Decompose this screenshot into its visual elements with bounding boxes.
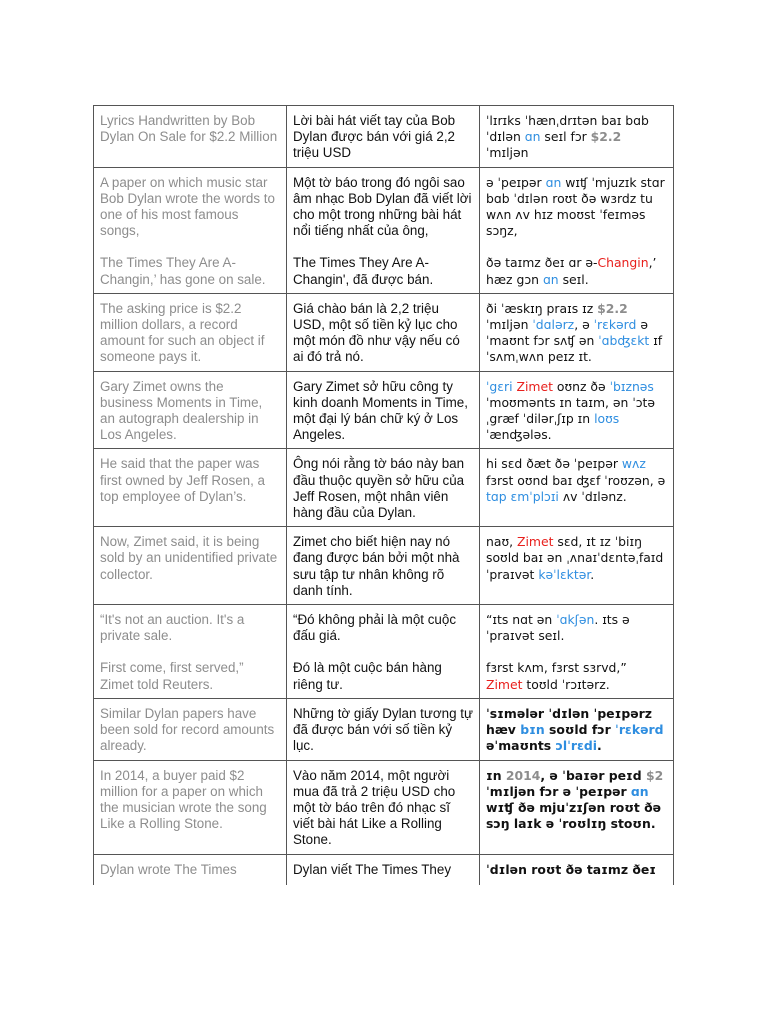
ipa-segment: , ə <box>574 317 594 333</box>
vietnamese-text: Lời bài hát viết tay của Bob Dylan được bán với giá 2,2 triệu USD <box>293 113 456 161</box>
ipa-segment: bɪn <box>520 722 545 738</box>
ipa-segment: , ə ˈbaɪər peɪd <box>540 767 646 783</box>
ipa-segment: ɑn <box>524 129 541 145</box>
vietnamese-text: Những tờ giấy Dylan tương tự đã được bán với số tiền kỷ lục. <box>293 705 473 754</box>
english-text: Dylan wrote The Times <box>100 861 237 877</box>
english-text: The asking price is $2.2 million dollars, a record amount for such an object if someone pays it. <box>100 300 265 365</box>
ipa-segment: ˈbɪznəs <box>609 378 654 394</box>
vietnamese-text: Ông nói rằng tờ báo này ban đầu thuộc quyền sở hữu của Jeff Rosen, một nhân viên hàng đầu của Dylan. <box>293 456 465 521</box>
ipa-cell <box>480 449 674 527</box>
vietnamese-cell <box>287 854 480 885</box>
table-row <box>94 698 674 760</box>
ipa-segment: Zimet <box>516 534 554 550</box>
vietnamese-text: Giá chào bán là 2,2 triệu USD, một số tiền kỷ lục cho một món đồ như vậy nếu có ai đó trả nó. <box>293 300 460 365</box>
vietnamese-text: Dylan viết The Times They <box>293 861 452 877</box>
ipa-segment: ˈrɛkərd <box>593 317 637 333</box>
vietnamese-cell <box>287 371 480 449</box>
english-cell <box>94 167 287 293</box>
ipa-text <box>486 612 667 644</box>
ipa-cell <box>480 293 674 371</box>
ipa-segment: hi sɛd ðæt ðə ˈpeɪpər <box>486 456 622 472</box>
table-row <box>94 527 674 605</box>
ipa-segment: ðə taɪmz ðeɪ ɑr ə- <box>486 255 598 271</box>
ipa-text <box>486 862 667 878</box>
english-cell <box>94 371 287 449</box>
ipa-segment: ʌv ˈdɪlənz. <box>558 488 627 504</box>
ipa-segment: ˈɑbʤɛkt <box>598 333 650 349</box>
ipa-segment: ˈænʤələs. <box>486 427 552 443</box>
ipa-segment: naʊ, <box>486 534 517 550</box>
ipa-segment: Zimet <box>516 378 553 394</box>
vietnamese-text: Gary Zimet sở hữu công ty kinh doanh Moments in Time, một đại lý bán chữ ký ở Los Angeles. <box>293 378 468 443</box>
ipa-segment: sɛd, ɪt ɪz ˈbiɪŋ soʊld baɪ ən ˌʌnaɪˈdɛntəˌfaɪd ˈpraɪvət <box>486 534 664 582</box>
ipa-text <box>486 660 667 692</box>
ipa-segment: ˈdɪlən roʊt ðə taɪmz ðeɪ <box>486 861 657 877</box>
table-row <box>94 371 674 449</box>
ipa-segment: ə ˈpeɪpər <box>486 174 546 190</box>
english-text: Now, Zimet said, it is being sold by an unidentified private collector. <box>100 534 278 582</box>
ipa-segment: ˈɑkʃən <box>556 612 595 628</box>
ipa-segment: ˈsɪmələr ˈdɪlən ˈpeɪpərz hæv <box>486 705 652 738</box>
vietnamese-cell <box>287 527 480 605</box>
ipa-segment: əˈmaʊnts <box>486 738 556 754</box>
ipa-segment: ˈrɛkərd <box>615 722 664 738</box>
ipa-segment: ɪf ˈsʌmˌwʌn peɪz ɪt. <box>486 333 663 365</box>
vietnamese-cell <box>287 293 480 371</box>
table-body <box>94 106 674 885</box>
vietnamese-text: Vào năm 2014, một người mua đã trả 2 triệu USD cho một tờ báo trên đó nhạc sĩ viết bài hát Like a Rolling Stone. <box>293 767 456 848</box>
ipa-cell <box>480 527 674 605</box>
ipa-text <box>486 255 667 287</box>
ipa-segment: oʊnz ðə <box>552 378 610 394</box>
vietnamese-cell <box>287 760 480 854</box>
english-cell <box>94 854 287 885</box>
english-text: A paper on which music star Bob Dylan wrote the words to one of his most famous songs, <box>100 174 275 239</box>
ipa-segment: ɑn <box>630 783 649 799</box>
table-row <box>94 167 674 293</box>
ipa-segment: ˈmɪljən <box>486 317 533 333</box>
english-cell <box>94 293 287 371</box>
ipa-segment: ði ˈæskɪŋ praɪs ɪz <box>486 300 598 316</box>
ipa-segment: wɪʧ ðə mjuˈzɪʃən roʊt ðə sɔŋ laɪk ə ˈroʊlɪŋ stoʊn. <box>486 799 662 832</box>
ipa-text <box>486 301 667 366</box>
ipa-segment: seɪl. <box>558 271 589 287</box>
ipa-cell <box>480 106 674 168</box>
english-text: Lyrics Handwritten by Bob Dylan On Sale for $2.2 Million <box>100 113 278 145</box>
ipa-segment: ˈgɛri <box>486 378 517 394</box>
vietnamese-cell <box>287 167 480 293</box>
ipa-segment: 2014 <box>505 767 541 783</box>
ipa-segment: . <box>597 738 602 754</box>
table-row <box>94 854 674 885</box>
ipa-segment: fɜrst oʊnd baɪ ʤɛf ˈroʊzən, ə <box>486 472 666 488</box>
english-text: First come, first served,” Zimet told Reuters. <box>100 660 244 692</box>
table-row <box>94 760 674 854</box>
ipa-text <box>486 534 667 583</box>
english-cell <box>94 605 287 699</box>
ipa-text <box>486 175 667 240</box>
ipa-cell <box>480 854 674 885</box>
ipa-segment: toʊld ˈrɔɪtərz. <box>522 676 610 692</box>
english-cell <box>94 449 287 527</box>
english-text: “It's not an auction. It's a private sale. <box>100 612 245 644</box>
ipa-segment: ˈlɪrɪks ˈhænˌdrɪtən baɪ bɑb ˈdɪlən <box>486 113 649 145</box>
ipa-segment: wɪʧ ˈmjuzɪk stɑr bɑb ˈdɪlən roʊt ðə wɜrdz tu wʌn ʌv hɪz moʊst ˈfeɪməs sɔŋz, <box>486 174 665 239</box>
english-cell <box>94 760 287 854</box>
ipa-cell <box>480 371 674 449</box>
ipa-segment: ˈdɑlərz <box>532 317 575 333</box>
ipa-segment: . ɪts ə ˈpraɪvət seɪl. <box>486 612 630 644</box>
table-row <box>94 449 674 527</box>
english-text: Gary Zimet owns the business Moments in Time, an autograph dealership in Los Angeles. <box>100 378 263 443</box>
english-text: Similar Dylan papers have been sold for record amounts already. <box>100 705 275 754</box>
vietnamese-text: “Đó không phải là một cuộc đấu giá. <box>293 612 457 644</box>
vietnamese-cell <box>287 106 480 168</box>
ipa-segment: ˈmoʊmənts ɪn taɪm, ən ˈɔtəˌgræf ˈdilərˌʃɪp ɪn <box>486 394 656 427</box>
ipa-segment: wʌz <box>621 456 646 472</box>
ipa-segment: Changin <box>597 255 649 271</box>
ipa-segment: $2.2 <box>590 129 622 145</box>
table-row <box>94 605 674 699</box>
table-row <box>94 106 674 168</box>
vietnamese-cell <box>287 698 480 760</box>
ipa-segment: ɑn <box>545 174 562 190</box>
ipa-text <box>486 768 667 833</box>
ipa-segment: fɜrst kʌm, fɜrst sɜrvd,” <box>486 660 627 676</box>
ipa-segment: ˈmɪljən fɔr ə ˈpeɪpər <box>486 783 631 799</box>
ipa-segment: ɪn <box>486 767 506 783</box>
ipa-segment: ɑn <box>542 271 559 287</box>
english-cell <box>94 106 287 168</box>
ipa-segment: $2.2 <box>597 300 628 316</box>
ipa-segment: ˈmɪljən <box>486 145 529 161</box>
english-text: He said that the paper was first owned by Jeff Rosen, a top employee of Dylan’s. <box>100 456 265 504</box>
ipa-segment: seɪl fɔr <box>540 129 591 145</box>
ipa-cell <box>480 698 674 760</box>
vietnamese-text: Một tờ báo trong đó ngôi sao âm nhạc Bob Dylan đã viết lời cho một trong những bài hát nổi tiếng nhất của ông, <box>293 174 472 239</box>
english-text: In 2014, a buyer paid $2 million for a paper on which the musician wrote the song Like a Rolling Stone. <box>100 767 267 832</box>
ipa-segment: kəˈlɛktər <box>538 566 591 582</box>
vietnamese-cell <box>287 449 480 527</box>
ipa-text <box>486 113 667 162</box>
ipa-segment: ,’ hæz gɔn <box>486 255 657 287</box>
ipa-text <box>486 456 667 505</box>
vietnamese-text: Zimet cho biết hiện nay nó đang được bán bởi một nhà sưu tập tư nhân không rõ danh tính. <box>293 534 460 598</box>
english-text: The Times They Are A-Changin,’ has gone on sale. <box>100 255 266 287</box>
ipa-text <box>486 379 667 444</box>
ipa-text <box>486 706 667 755</box>
ipa-cell <box>480 605 674 699</box>
ipa-cell <box>480 167 674 293</box>
english-cell <box>94 527 287 605</box>
ipa-segment: əˈmaʊnt fɔr sʌʧ ən <box>486 317 648 349</box>
ipa-segment: soʊld fɔr <box>544 722 616 738</box>
ipa-segment: $2 <box>645 767 664 783</box>
vietnamese-text: The Times They Are A-Changin', đã được bán. <box>293 255 434 287</box>
ipa-segment: ɔlˈrɛdi <box>555 738 597 754</box>
translation-table <box>93 105 674 885</box>
english-cell <box>94 698 287 760</box>
ipa-segment: “ɪts nɑt ən <box>486 612 557 628</box>
table-row <box>94 293 674 371</box>
ipa-segment: Zimet <box>486 676 523 692</box>
vietnamese-text: Đó là một cuộc bán hàng riêng tư. <box>293 660 442 692</box>
ipa-segment: loʊs <box>594 411 620 427</box>
ipa-segment: tɑp ɛmˈplɔɪi <box>486 488 559 504</box>
ipa-cell <box>480 760 674 854</box>
ipa-segment: . <box>590 566 595 582</box>
vietnamese-cell <box>287 605 480 699</box>
